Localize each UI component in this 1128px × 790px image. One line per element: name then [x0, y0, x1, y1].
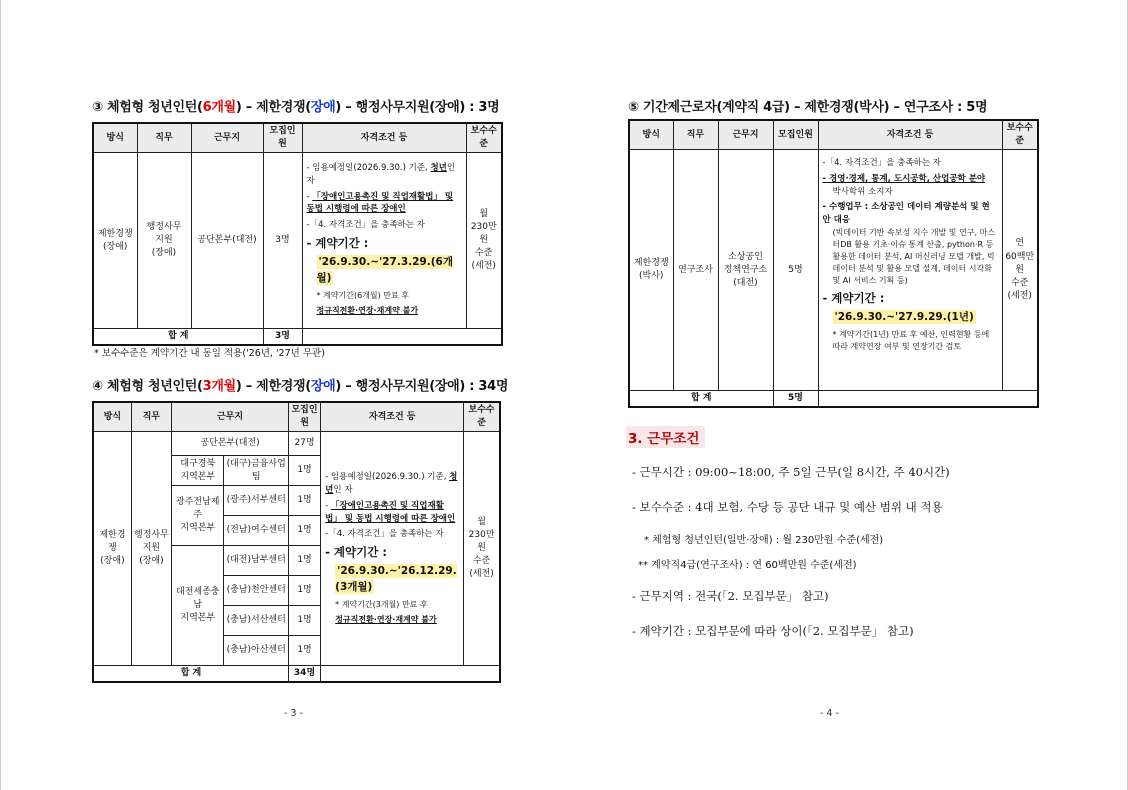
- col-header: 보수수준: [464, 402, 500, 432]
- count-cell: 3명: [263, 153, 302, 329]
- col-header: 직무: [131, 402, 171, 432]
- pay-cell: 월 230만원 수준 (세전): [464, 432, 500, 666]
- center-cell: (충남)서산센터: [224, 606, 288, 636]
- col-header: 근무지: [172, 402, 289, 432]
- condition-work-hours: - 근무시간 : 09:00~18:00, 주 5일 근무(일 8시간, 주 40시간): [632, 465, 950, 479]
- col-header: 모집인원: [773, 120, 818, 150]
- table-section-3: [92, 122, 503, 346]
- pay-footnote: * 보수수준은 계약기간 내 동일 적용('26년, '27년 무관): [94, 348, 325, 359]
- col-header: 보수수준: [1002, 120, 1038, 150]
- section-3-heading: ③ 체험형 청년인턴(6개월) – 제한경쟁(장애) – 행정사무지원(장애) : 3명: [92, 100, 500, 115]
- center-cell: (충남)아산센터: [224, 636, 288, 666]
- location-cell: 공단본부(대전): [191, 153, 263, 329]
- region-cell: 대전세종충남 지역본부: [172, 546, 224, 666]
- count-cell: 27명: [288, 432, 320, 456]
- method-cell: 제한경쟁 (박사): [629, 150, 673, 391]
- location-cell: 소상공인 정책연구소 (대전): [718, 150, 773, 391]
- col-header: 보수수준: [466, 123, 502, 153]
- total-empty-cell: [321, 666, 500, 683]
- center-cell: (대구)금융사업팀: [224, 456, 288, 486]
- method-cell: 제한경쟁 (장애): [93, 153, 137, 329]
- section-5-heading: ⑤ 기간제근로자(계약직 4급) – 제한경쟁(박사) – 연구조사 : 5명: [628, 100, 988, 115]
- page-edge-left: [0, 0, 1, 790]
- method-cell: 제한경쟁 (장애): [93, 432, 131, 666]
- total-label: 합 계: [93, 329, 263, 346]
- col-header: 모집인원: [288, 402, 320, 432]
- count-cell: 1명: [288, 606, 320, 636]
- section-work-conditions-heading: 3. 근무조건: [626, 426, 705, 448]
- count-cell: 1명: [288, 486, 320, 516]
- count-cell: 5명: [773, 150, 818, 391]
- page-number-left: - 3 -: [284, 708, 303, 719]
- total-count: 34명: [288, 666, 320, 683]
- col-header: 근무지: [718, 120, 773, 150]
- total-count: 5명: [773, 391, 818, 408]
- job-cell: 행정사무 지원 (장애): [131, 432, 171, 666]
- count-cell: 1명: [288, 636, 320, 666]
- pay-cell: 연 60백만원 수준 (세전): [1002, 150, 1038, 391]
- center-cell: (전남)여수센터: [224, 516, 288, 546]
- count-cell: 1명: [288, 576, 320, 606]
- col-header: 근무지: [191, 123, 263, 153]
- count-cell: 1명: [288, 546, 320, 576]
- center-cell: (충남)천안센터: [224, 576, 288, 606]
- condition-pay-contract: ** 계약직4급(연구조사) : 연 60백만원 수준(세전): [638, 560, 857, 571]
- total-label: 합 계: [629, 391, 773, 408]
- center-cell: (광주)서부센터: [224, 486, 288, 516]
- job-cell: 행정사무 지원 (장애): [137, 153, 191, 329]
- qualification-cell: - 임용예정일(2026.9.30.) 기준, 청년인 자 - 「장애인고용촉진 및 직업재활법」 및 동법 시행령에 따른 장애인 -「4. 자격조건」을 충족하는 자 - 계약기간 : '26.9.30.~'26.12.29.(3개월) * 계약기간(3개월) 만료 후 정규직전환·연장·재계약 불가: [321, 432, 464, 666]
- center-cell: (대전)남부센터: [224, 546, 288, 576]
- total-empty-cell: [302, 329, 502, 346]
- count-cell: 1명: [288, 516, 320, 546]
- location-cell: 공단본부(대전): [172, 432, 289, 456]
- region-cell: 대구경북 지역본부: [172, 456, 224, 486]
- condition-pay-level: - 보수수준 : 4대 보험, 수당 등 공단 내규 및 예산 범위 내 적용: [632, 500, 943, 514]
- condition-contract-period: - 계약기간 : 모집부문에 따라 상이(「2. 모집부문」 참고): [632, 624, 914, 638]
- condition-work-region: - 근무지역 : 전국(「2. 모집부문」 참고): [632, 589, 829, 603]
- page-number-right: - 4 -: [820, 708, 839, 719]
- col-header: 방식: [93, 123, 137, 153]
- total-label: 합 계: [93, 666, 288, 683]
- col-header: 자격조건 등: [818, 120, 1002, 150]
- count-cell: 1명: [288, 456, 320, 486]
- col-header: 방식: [629, 120, 673, 150]
- pay-cell: 월 230만원 수준 (세전): [466, 153, 502, 329]
- col-header: 직무: [673, 120, 718, 150]
- col-header: 모집인원: [263, 123, 302, 153]
- total-empty-cell: [818, 391, 1038, 408]
- col-header: 자격조건 등: [302, 123, 466, 153]
- qualification-cell: - 임용예정일(2026.9.30.) 기준, 청년인 자 - 「장애인고용촉진 및 직업재활법」 및 동법 시행령에 따른 장애인 -「4. 자격조건」을 충족하는 자 - 계약기간 : '26.9.30.~'27.3.29.(6개월) * 계약기간(6개월) 만료 후 정규직전환·연장·재계약 불가: [302, 153, 466, 329]
- section-4-heading: ④ 체험형 청년인턴(3개월) – 제한경쟁(장애) – 행정사무지원(장애) : 34명: [92, 379, 509, 394]
- total-count: 3명: [263, 329, 302, 346]
- qualification-cell: -「4. 자격조건」을 충족하는 자 - 경영·경제, 통계, 도시공학, 산업공학 분야 박사학위 소지자 - 수행업무 : 소상공인 데이터 계량분석 및 현안 대응 (빅데이터 기반 속보성 지수 개발 및 연구, 마스터DB 활용 기초·이슈 통계 산출, python·R 등 활용한 데이터 분석, AI 머신러닝 모델 개발, 빅데이터 분석 및 활용 모델 설계, 데이터 시각화 및 AI 서비스 기획 등) - 계약기간 : '26.9.30.~'27.9.29.(1년) * 계약기간(1년) 만료 후 예산, 인력현황 등에 따라 계약연장 여부 및 연장기간 검토: [818, 150, 1002, 391]
- condition-pay-intern: * 체험형 청년인턴(일반·장애) : 월 230만원 수준(세전): [644, 535, 884, 546]
- job-cell: 연구조사: [673, 150, 718, 391]
- table-section-5: [628, 119, 1039, 408]
- col-header: 자격조건 등: [321, 402, 464, 432]
- table-section-4: [92, 401, 501, 683]
- col-header: 방식: [93, 402, 131, 432]
- col-header: 직무: [137, 123, 191, 153]
- region-cell: 광주전남제주 지역본부: [172, 486, 224, 546]
